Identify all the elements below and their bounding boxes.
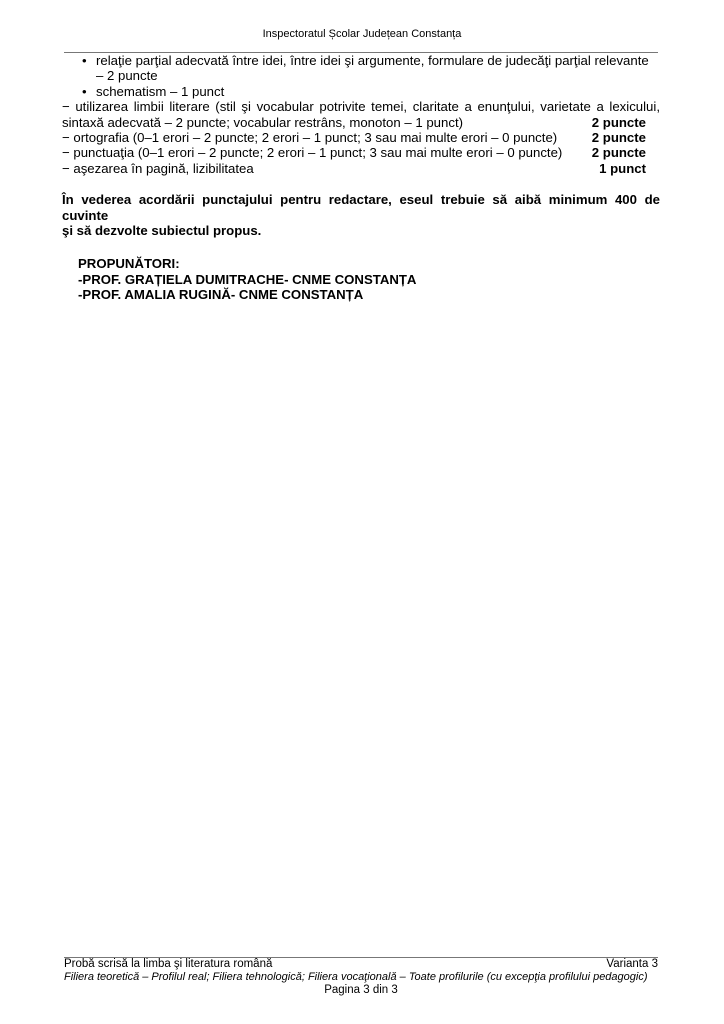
proposer-item: -PROF. GRAȚIELA DUMITRACHE- CNME CONSTANȚA — [78, 271, 417, 287]
bullet-text: relaţie parţial adecvată între idei, între idei şi argumente, formulare de judecăţi parţial relevante — [96, 53, 649, 68]
header-title: Inspectoratul Școlar Județean Constanța — [262, 28, 462, 40]
page-header — [0, 28, 724, 40]
criterion-asezarea-text: − aşezarea în pagină, lizibilitatea — [62, 160, 254, 176]
criterion-ortografia-points: 2 puncte — [591, 130, 646, 146]
page-footer — [64, 958, 658, 997]
footer-line1 — [64, 958, 658, 971]
criterion-ortografia — [62, 130, 660, 145]
bullet-icon: • — [82, 83, 87, 99]
proposers-block — [62, 256, 660, 302]
proposers-heading: PROPUNĂTORI: — [78, 256, 180, 272]
bullet-text-continuation: – 2 puncte — [96, 68, 158, 84]
criterion-limba — [62, 115, 660, 130]
essay-note-line1: În vederea acordării punctajului pentru redactare, eseul trebuie să aibă minimum 400 de cuvinte — [62, 192, 660, 223]
criterion-asezarea — [62, 161, 660, 176]
bullet-text: schematism – 1 punct — [96, 83, 225, 99]
essay-note-line2: şi să dezvolte subiectul propus. — [62, 223, 262, 239]
criterion-ortografia-text: − ortografia (0–1 erori – 2 puncte; 2 erori – 1 punct; 3 sau mai multe erori – 0 puncte) — [62, 130, 558, 146]
criteria-bullet-list — [62, 53, 660, 99]
criterion-limba-points: 2 puncte — [591, 114, 646, 130]
bullet-icon: • — [82, 53, 87, 68]
footer-page-number: Pagina 3 din 3 — [324, 984, 398, 996]
essay-note — [62, 192, 660, 238]
footer-exam-title: Probă scrisă la limba şi literatura română — [64, 958, 273, 970]
footer-variant: Varianta 3 — [606, 958, 658, 970]
footer-profiles: Filiera teoretică – Profilul real; Filiera tehnologică; Filiera vocaţională – Toate profilurile (cu excepţia profilului pedagogic) — [64, 971, 648, 983]
list-item — [62, 53, 660, 84]
criterion-limba-line2: sintaxă adecvată – 2 puncte; vocabular restrâns, monoton – 1 punct) — [62, 114, 463, 130]
criterion-punctuatia — [62, 145, 660, 160]
criterion-punctuatia-text: − punctuaţia (0–1 erori – 2 puncte; 2 erori – 1 punct; 3 sau mai multe erori – 0 puncte) — [62, 145, 563, 161]
list-item — [62, 84, 660, 99]
proposer-item: -PROF. AMALIA RUGINĂ- CNME CONSTANȚA — [78, 287, 364, 303]
criterion-limba-line1: − utilizarea limbii literare (stil şi vocabular potrivite temei, claritate a enunţului, varietate a lexicului, — [62, 99, 660, 115]
criterion-asezarea-points: 1 punct — [599, 160, 646, 176]
page-content — [62, 53, 660, 303]
criterion-punctuatia-points: 2 puncte — [591, 145, 646, 161]
